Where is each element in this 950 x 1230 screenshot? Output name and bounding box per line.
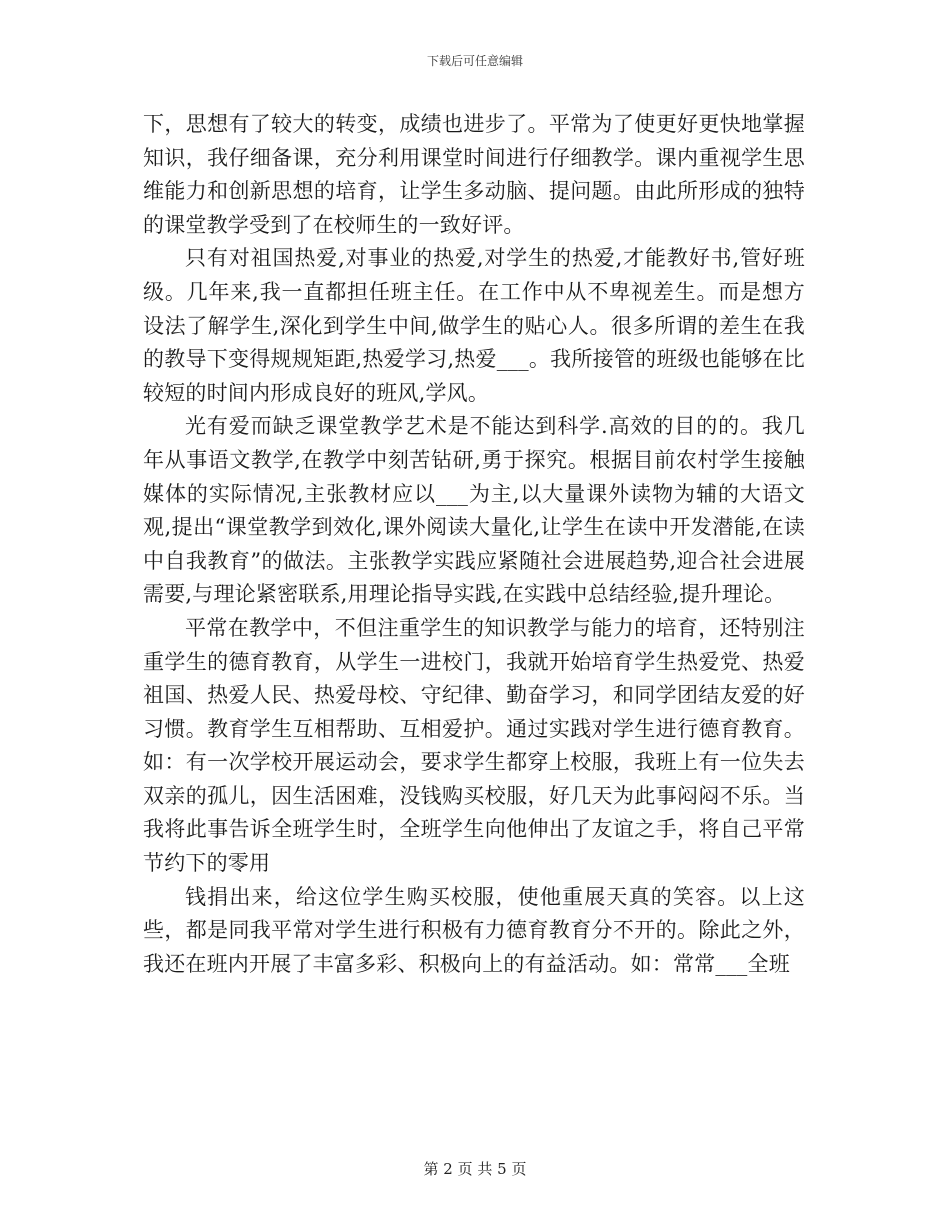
paragraph-teaching-art: 光有爱而缺乏课堂教学艺术是不能达到科学.高效的目的的。我几年从事语文教学,在教学中刻苦钻研,勇于探究。根据目前农村学生接触媒体的实际情况,主张教材应以___为主,以大量课外读物为辅的大语文观,提出“课堂教学到效化,课外阅读大量化,让学生在读中开发潜能,在读中自我教育”的做法。主张教学实践应紧随社会进展趋势,迎合社会进展需要,与理论紧密联系,用理论指导实践,在实践中总结经验,提升理论。 bbox=[143, 414, 805, 607]
paragraph-school-uniform: 钱捐出来，给这位学生购买校服，使他重展天真的笑容。以上这些，都是同我平常对学生进行积极有力德育教育分不开的。除此之外，我还在班内开展了丰富多彩、积极向上的有益活动。如：常常___全班 bbox=[143, 884, 805, 976]
paragraph-love-of-teaching: 只有对祖国热爱,对事业的热爱,对学生的热爱,才能教好书,管好班级。几年来,我一直都担任班主任。在工作中从不卑视差生。而是想方设法了解学生,深化到学生中间,做学生的贴心人。很多所谓的差生在我的教导下变得规规矩距,热爱学习,热爱___。我所接管的班级也能够在比较短的时间内形成良好的班风,学风。 bbox=[143, 246, 805, 405]
paragraph-continued: 下，思想有了较大的转变，成绩也进步了。平常为了使更好更快地掌握知识，我仔细备课，充分利用课堂时间进行仔细教学。课内重视学生思维能力和创新思想的培育，让学生多动脑、提问题。由此所形成的独特的课堂教学受到了在校师生的一致好评。 bbox=[143, 112, 805, 237]
document-body bbox=[143, 108, 805, 981]
page-number: 第 2 页 共 5 页 bbox=[423, 1160, 527, 1178]
paragraph-moral-education: 平常在教学中，不但注重学生的知识教学与能力的培育，还特别注重学生的德育教育，从学生一进校门，我就开始培育学生热爱党、热爱祖国、热爱人民、热爱母校、守纪律、勤奋学习，和同学团结友爱的好习惯。教育学生互相帮助、互相爱护。通过实践对学生进行德育教育。如：有一次学校开展运动会，要求学生都穿上校服，我班上有一位失去双亲的孤儿，因生活困难，没钱购买校服，好几天为此事闷闷不乐。当我将此事告诉全班学生时，全班学生向他伸出了友谊之手，将自己平常节约下的零用 bbox=[143, 615, 805, 876]
page-header: 下载后可任意编辑 bbox=[426, 54, 523, 68]
